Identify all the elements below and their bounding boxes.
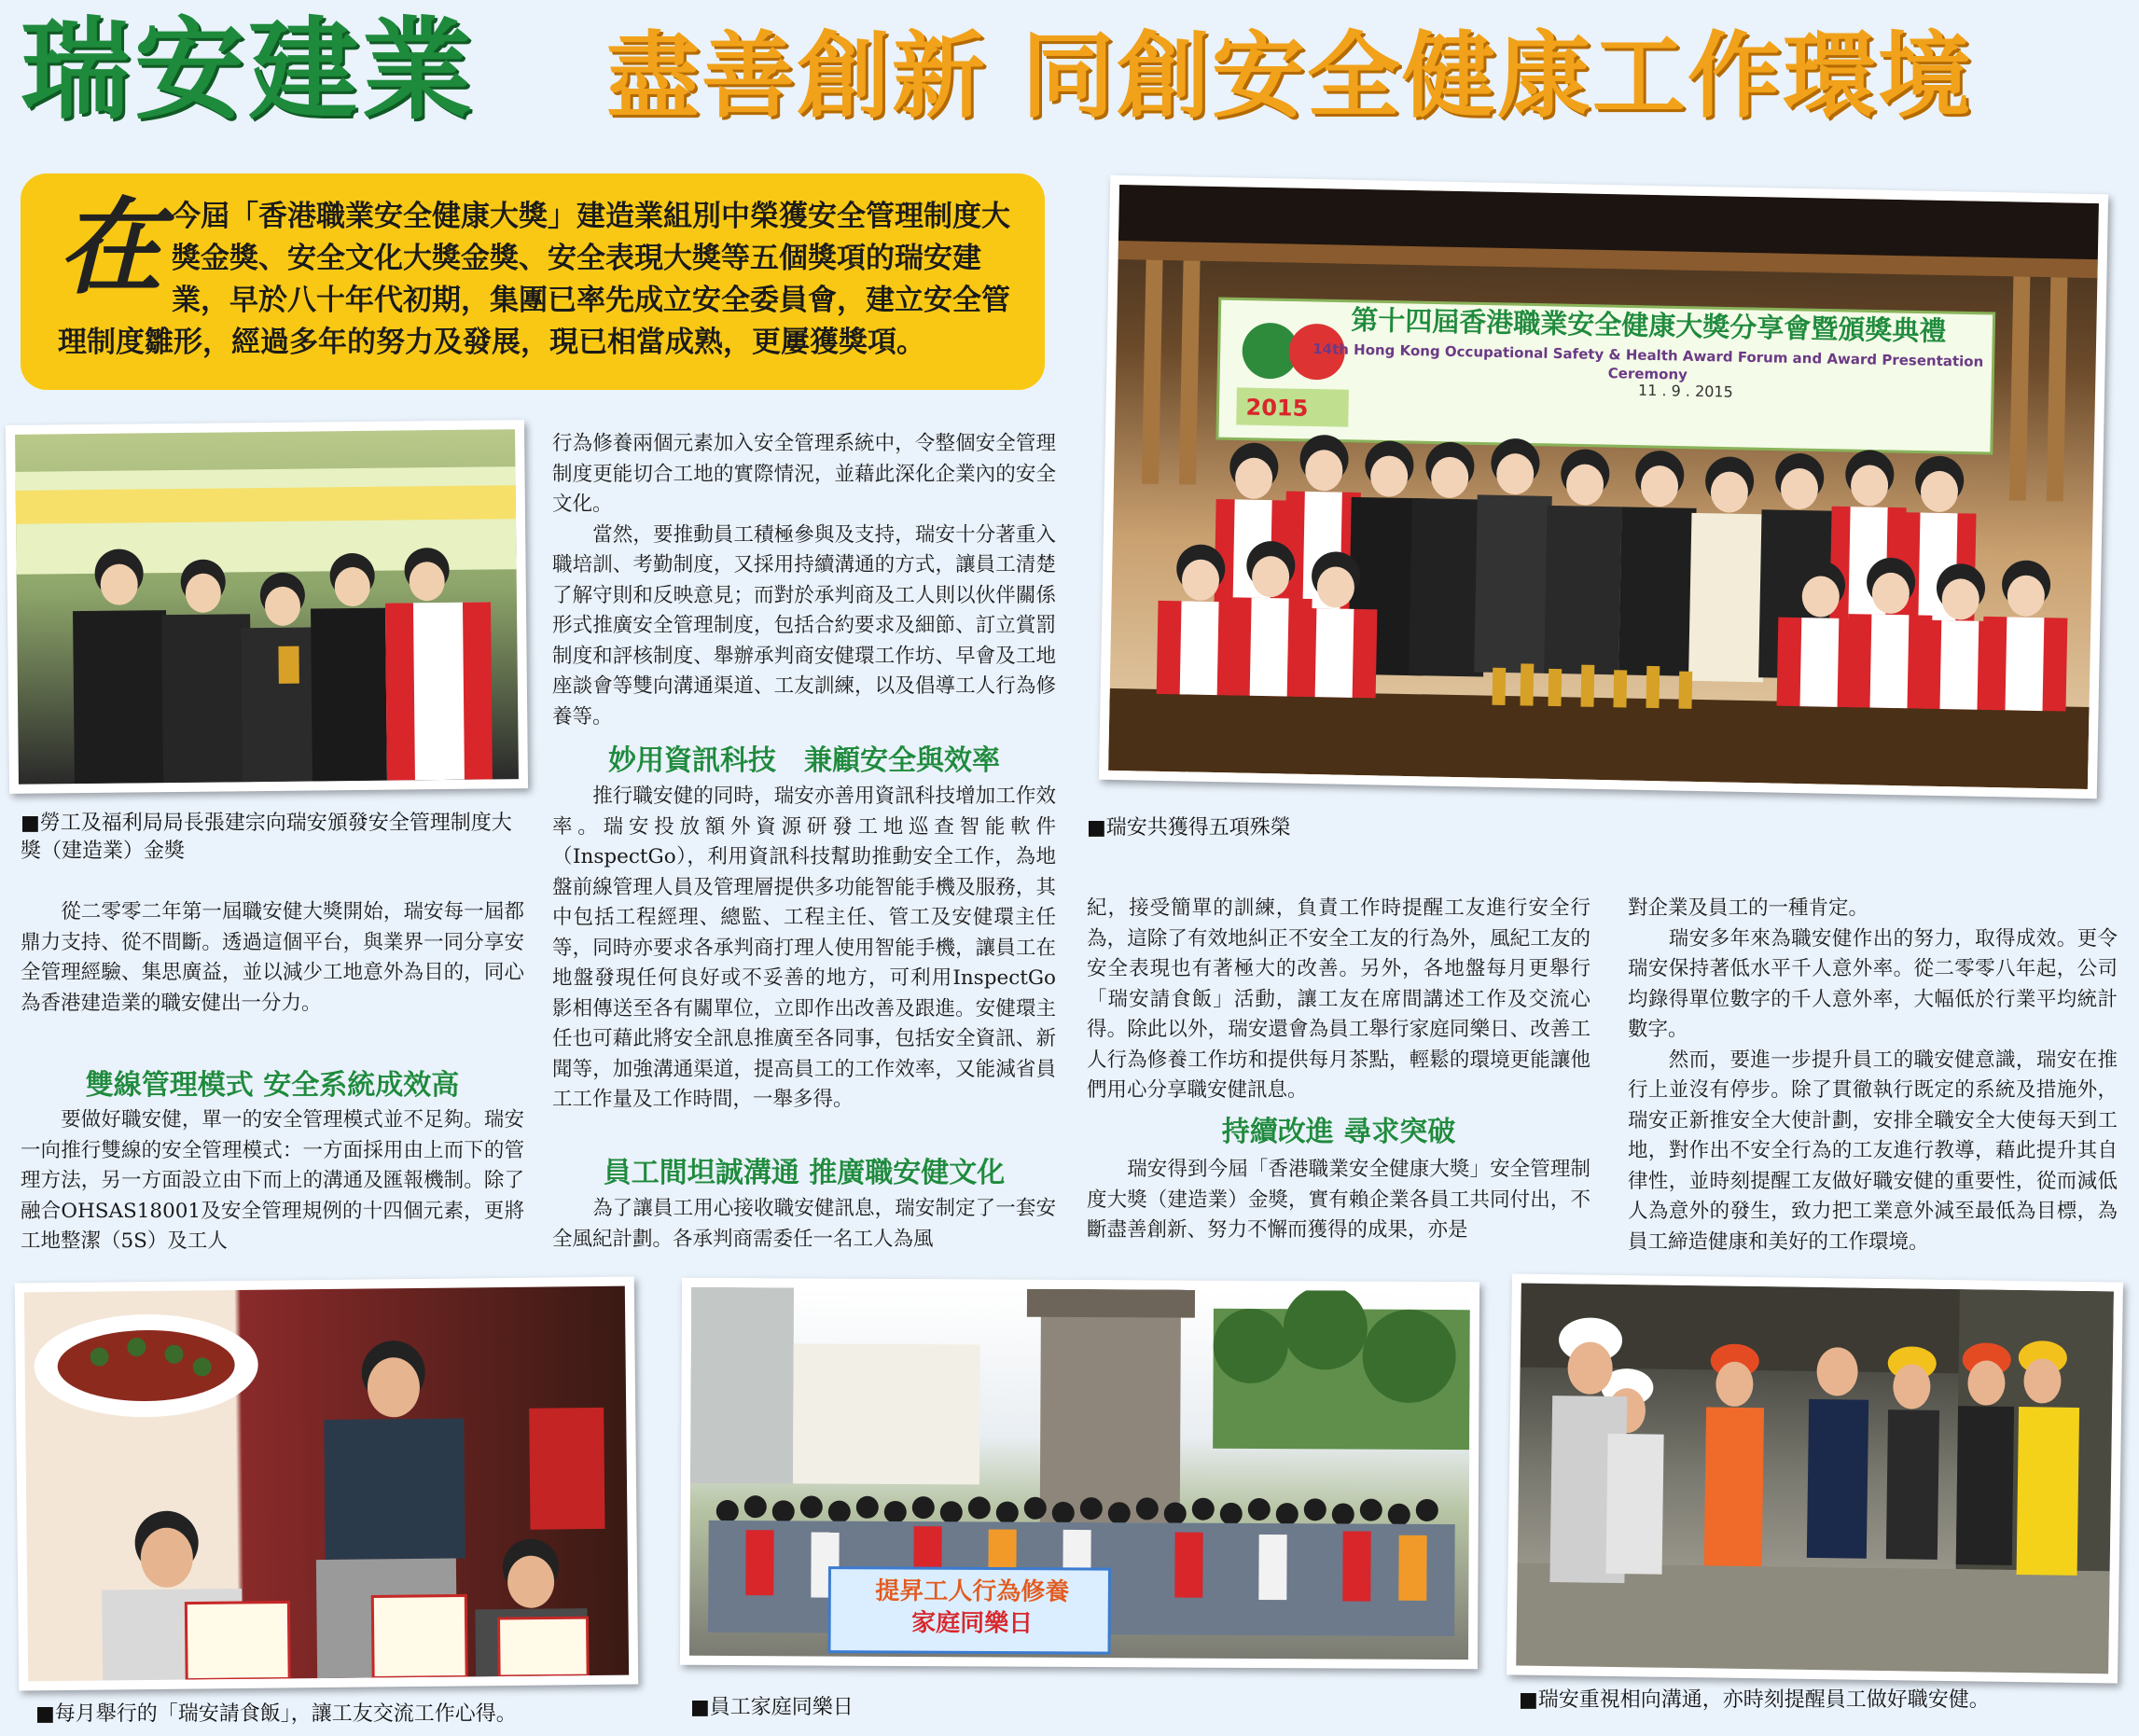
col2-paragraph-2: 推行職安健的同時，瑞安亦善用資訊科技增加工作效率。瑞安投放額外資源研發工地巡查智能軟件（InspectGo），利用資訊科技幫助推動安全工作，為地盤前線管理人員及管理層提供多功能智能手機及服務，其中包括工程經理、總監、工程主任、管工及安健環主任等，同時亦要求各承判商打理人使用智能手機，讓員工在地盤發現任何良好或不妥善的地方，可利用InspectGo影相傳送至各有關單位，立即作出改善及跟進。安健環主任也可藉此將安全訊息推廣至各同事，包括安全資訊、新聞等，加強溝通渠道，提高員工的工作效率，又能減省員工工作量及工作時間，一舉多得。: [552, 785, 1056, 1111]
col3-subheading: 持續改進 尋求突破: [1221, 1116, 1456, 1148]
family-banner-line1: 提昇工人行為修養: [875, 1576, 1070, 1606]
caption-lunch-photo: ■每月舉行的「瑞安請食飯」，讓工友交流工作心得。: [35, 1702, 517, 1726]
col3-paragraph-2: 瑞安得到今屆「香港職業安全健康大獎」安全管理制度大獎（建造業）金獎，實有賴企業各員工共同付出，不斷盡善創新、努力不懈而獲得的成果，亦是: [1087, 1158, 1590, 1242]
headline-subtitle: 盡善創新 同創安全健康工作環境: [606, 21, 1973, 131]
col2-paragraph-1: 行為修養兩個元素加入安全管理系統中，令整個安全管理制度更能切合工地的實際情況，並藉此深化企業內的安全文化。 當然，要推動員工積極參與及支持，瑞安十分著重入職培訓、考勤制度，又採用持續溝通的方式，讓員工清楚了解守則和反映意見；而對於承判商及工人則以伙伴關係形式推廣安全管理制度，包括合約要求及細節、訂立賞罰制度和評核制度、舉辦承判商安健環工作坊、早會及工地座談會等雙向溝通渠道、工友訓練，以及倡導工人行為修養等。: [552, 432, 1056, 729]
site-photo: [1507, 1273, 2123, 1683]
caption-site-photo: ■瑞安重視相向溝通，亦時刻提醒員工做好職安健。: [1519, 1688, 1990, 1712]
col2-subheading-1: 妙用資訊科技 兼顧安全與效率: [608, 744, 1000, 777]
stage-banner-year: 2015: [1245, 394, 1309, 422]
col3-paragraph-1: 紀，接受簡單的訓練，負責工作時提醒工友進行安全行為，這除了有效地糾正不安全工友的行為外，風紀工友的安全表現也有著極大的改善。另外，各地盤每月更舉行「瑞安請食飯」活動，讓工友在席間講述工作及交流心得。除此以外，瑞安還會為員工舉行家庭同樂日、改善工人行為修養工作坊和提供每月茶點，輕鬆的環境更能讓他們用心分享職安健訊息。: [1087, 896, 1590, 1102]
col2-paragraph-3: 為了讓員工用心接收職安健訊息，瑞安制定了一套安全風紀計劃。各承判商需委任一名工人為風: [552, 1197, 1056, 1251]
col1-paragraph-1: 從二零零二年第一屆職安健大獎開始，瑞安每一屆都鼎力支持、從不間斷。透過這個平台，與業界一同分享安全管理經驗、集思廣益，並以減少工地意外為目的，同心為香港建造業的職安健出一分力。: [21, 900, 524, 1015]
col1-paragraph-2: 要做好職安健，單一的安全管理模式並不足夠。瑞安一向推行雙線的安全管理模式：一方面採用由上而下的管理方法，另一方面設立由下而上的溝通及匯報機制。除了融合OHSAS18001及安全管理規例的十四個元素，更將工地整潔（5S）及工人: [21, 1108, 524, 1253]
stage-banner-date: 11 . 9 . 2015: [1637, 381, 1733, 401]
caption-group-photo: ■瑞安共獲得五項殊榮: [1087, 816, 1291, 840]
stage-banner-en: 14th Hong Kong Occupational Safety & Health Award Forum and Award Presentation Ceremony: [1313, 340, 1984, 383]
lead-drop-cap: 在: [58, 187, 162, 309]
lunch-photo: [15, 1277, 639, 1691]
site-scene: [1516, 1284, 2114, 1674]
lead-box: [21, 174, 1045, 390]
group-photo: [1099, 175, 2108, 799]
stage-banner-zh: 第十四屆香港職業安全健康大獎分享會暨頒獎典禮: [1351, 303, 1947, 348]
col1-subheading: 雙線管理模式 安全系統成效高: [85, 1069, 460, 1102]
col2-subheading-2: 員工間坦誠溝通 推廣職安健文化: [603, 1157, 1006, 1189]
stage-scene: [1108, 185, 2099, 789]
headline-brand: 瑞安建業: [21, 6, 477, 134]
caption-family-photo: ■員工家庭同樂日: [690, 1696, 854, 1719]
lunch-scene: [24, 1286, 629, 1682]
family-banner-line2: 家庭同樂日: [911, 1609, 1034, 1638]
award-photo: [6, 420, 528, 794]
award-scene: [15, 429, 519, 785]
col4-paragraph-1: 對企業及員工的一種肯定。 瑞安多年來為職安健作出的努力，取得成效。更令瑞安保持著低水平千人意外率。從二零零八年起，公司均錄得單位數字的千人意外率，大幅低於行業平均統計數字。 然而，要進一步提升員工的職安健意識，瑞安在推行上並沒有停步。除了貫徹執行既定的系統及措施外，瑞安正新推安全大使計劃，安排全職安全大使每天到工地，對作出不安全行為的工友進行教導，藉此提升其自律性，並時刻提醒工友做好職安健的重要性，從而減低人為意外的發生，致力把工業意外減至最低為目標，為員工締造健康和美好的工作環境。: [1628, 896, 2118, 1254]
lead-text: 今屆「香港職業安全健康大獎」建造業組別中榮獲安全管理制度大獎金獎、安全文化大獎金獎、安全表現大獎等五個獎項的瑞安建業，早於八十年代初期，集團已率先成立安全委員會，建立安全管理制度雛形，經過多年的努力及發展，現已相當成熟，更屢獲獎項。: [58, 200, 1010, 359]
caption-award-photo: ■勞工及福利局局長張建宗向瑞安頒發安全管理制度大獎（建造業）金獎: [21, 812, 512, 863]
family-photo: [680, 1278, 1479, 1669]
